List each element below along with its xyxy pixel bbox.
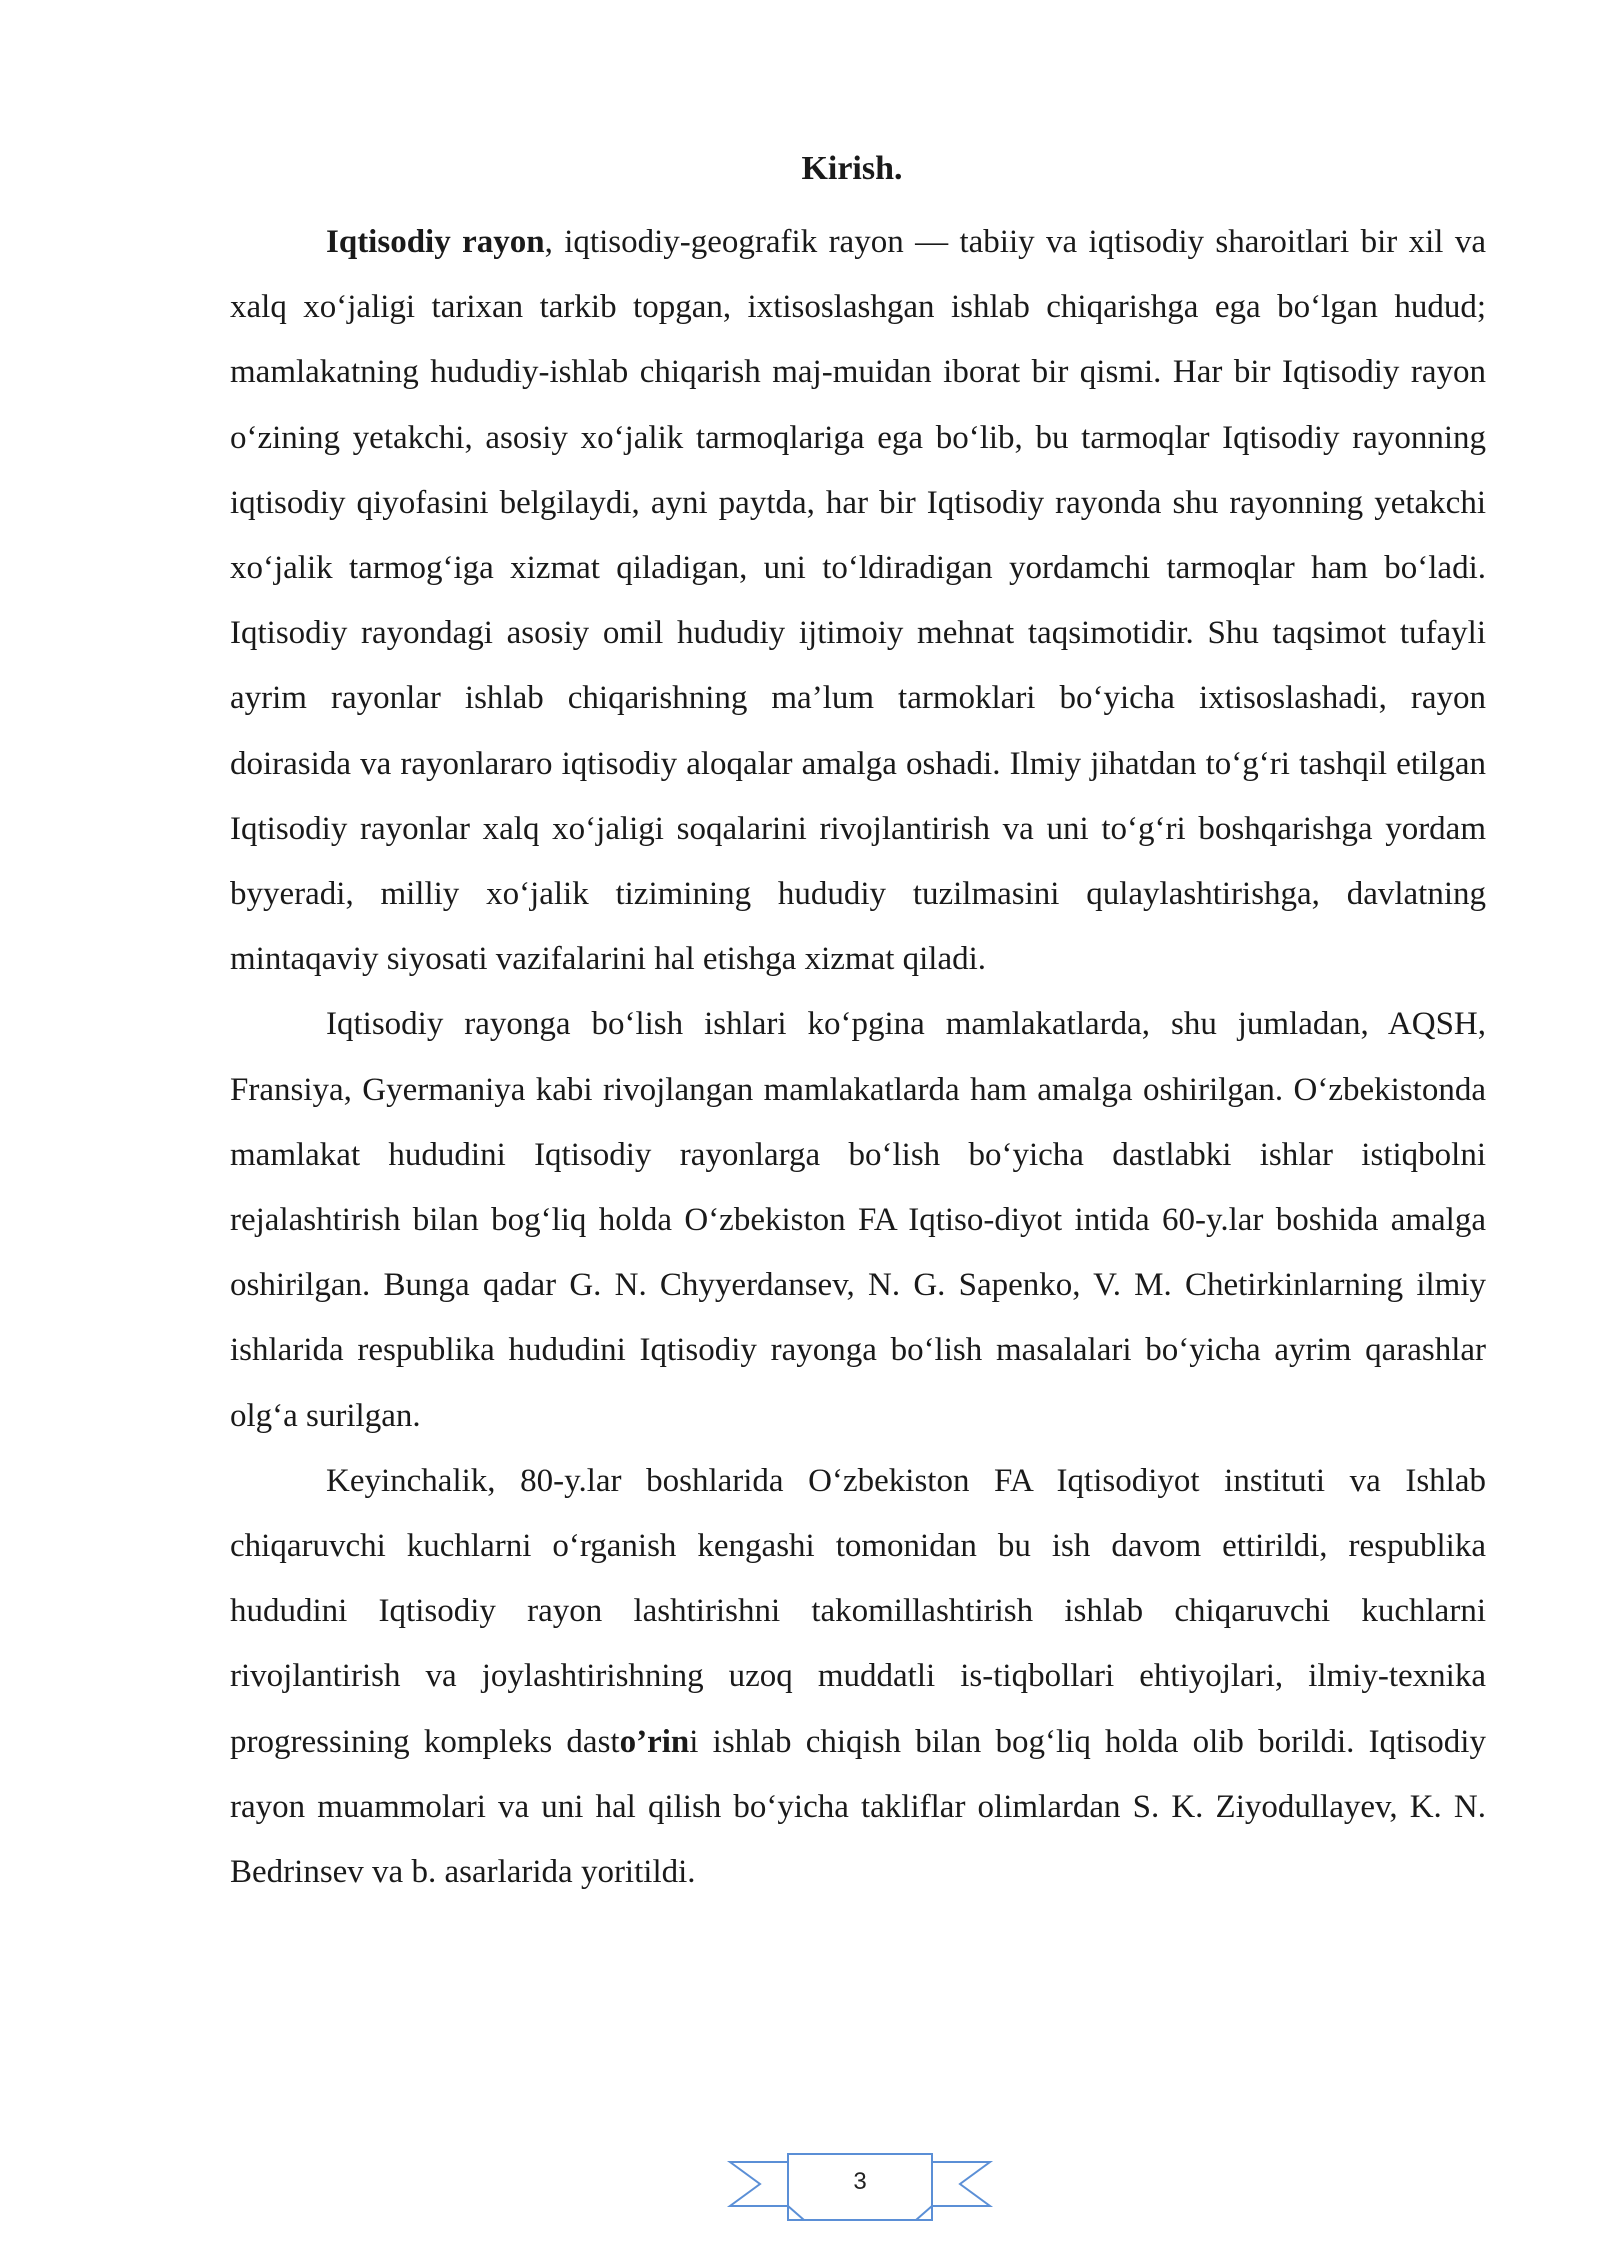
paragraph-text: Keyinchalik, 80-y.lar boshlarida O‘zbekiston FA Iqtisodiyot instituti va Ishlab chiqaruvchi kuchlarni o‘rganish kengashi tomonidan bu ish davom ettirildi, respublika hududini Iqtisodiy rayon lashtirishni takomillashtirish ishlab chiqaruvchi kuchlarni rivojlantirish va joylashtirishning uzoq muddatli is-tiqbollari ehtiyojlari, ilmiy-texnika progressining kompleks dast bbox=[230, 1462, 1486, 1760]
bold-term: Iqtisodiy rayon bbox=[326, 224, 545, 260]
paragraph-1 bbox=[230, 210, 1486, 992]
section-title: Kirish. bbox=[801, 150, 903, 187]
paragraph-3 bbox=[230, 1449, 1486, 1905]
page-number: 3 bbox=[853, 2168, 867, 2195]
page-footer bbox=[720, 2148, 1000, 2228]
paragraph-2 bbox=[230, 992, 1486, 1448]
body-text bbox=[230, 210, 1486, 1905]
bold-inline: o’rin bbox=[619, 1723, 690, 1760]
paragraph-text: , iqtisodiy-geografik rayon — tabiiy va iqtisodiy sharoitlari bir xil va xalq xo‘jaligi tarixan tarkib topgan, ixtisoslashgan ishlab chiqarishga ega bo‘lgan hudud; mamlakatning hududiy-ishlab chiqarish maj-muidan iborat bir qismi. Har bir Iqtisodiy rayon o‘zining yetakchi, asosiy xo‘jalik tarmoqlariga ega bo‘lib, bu tarmoqlar Iqtisodiy rayonning iqtisodiy qiyofasini belgilaydi, ayni paytda, har bir Iqtisodiy rayonda shu rayonning yetakchi xo‘jalik tarmog‘iga xizmat qiladigan, uni to‘ldiradigan yordamchi tarmoqlar ham bo‘ladi. Iqtisodiy rayondagi asosiy omil hududiy ijtimoiy mehnat taqsimotidir. Shu taqsimot tufayli ayrim rayonlar ishlab chiqarishning ma’lum tarmoklari bo‘yicha ixtisoslashadi, rayon doirasida va rayonlararo iqtisodiy aloqalar amalga oshadi. Ilmiy jihatdan to‘g‘ri tashqil etilgan Iqtisodiy rayonlar xalq xo‘jaligi soqalarini rivojlantirish va uni to‘g‘ri boshqarishga yordam byyeradi, milliy xo‘jalik tizimining hududiy tuzilmasini qulaylashtirishga, davlatning mintaqaviy siyosati vazifalarini hal etishga xizmat qiladi. bbox=[230, 224, 1487, 978]
paragraph-text: Iqtisodiy rayonga bo‘lish ishlari ko‘pgina mamlakatlarda, shu jumladan, AQSH, Fransiya, Gyermaniya kabi rivojlangan mamlakatlarda ham amalga oshirilgan. O‘zbekistonda mamlakat hududini Iqtisodiy rayonlarga bo‘lish bo‘yicha dastlabki ishlar istiqbolni rejalashtirish bilan bog‘liq holda O‘zbekiston FA Iqtiso-diyot intida 60-y.lar boshida amalga oshirilgan. Bunga qadar G. N. Chyyerdansev, N. G. Sapenko, V. M. Chetirkinlarning ilmiy ishlarida respublika hududini Iqtisodiy rayonga bo‘lish masalalari bo‘yicha ayrim qarashlar olg‘a surilgan. bbox=[230, 1006, 1486, 1434]
paragraph-text: i ishlab chiqish bilan bog‘liq holda olib borildi. Iqtisodiy rayon muammolari va uni hal qilish bo‘yicha takliflar olimlardan S. K. Ziyodullayev, K. N. Bedrinsev va b. asarlarida yoritildi. bbox=[230, 1723, 1486, 1891]
